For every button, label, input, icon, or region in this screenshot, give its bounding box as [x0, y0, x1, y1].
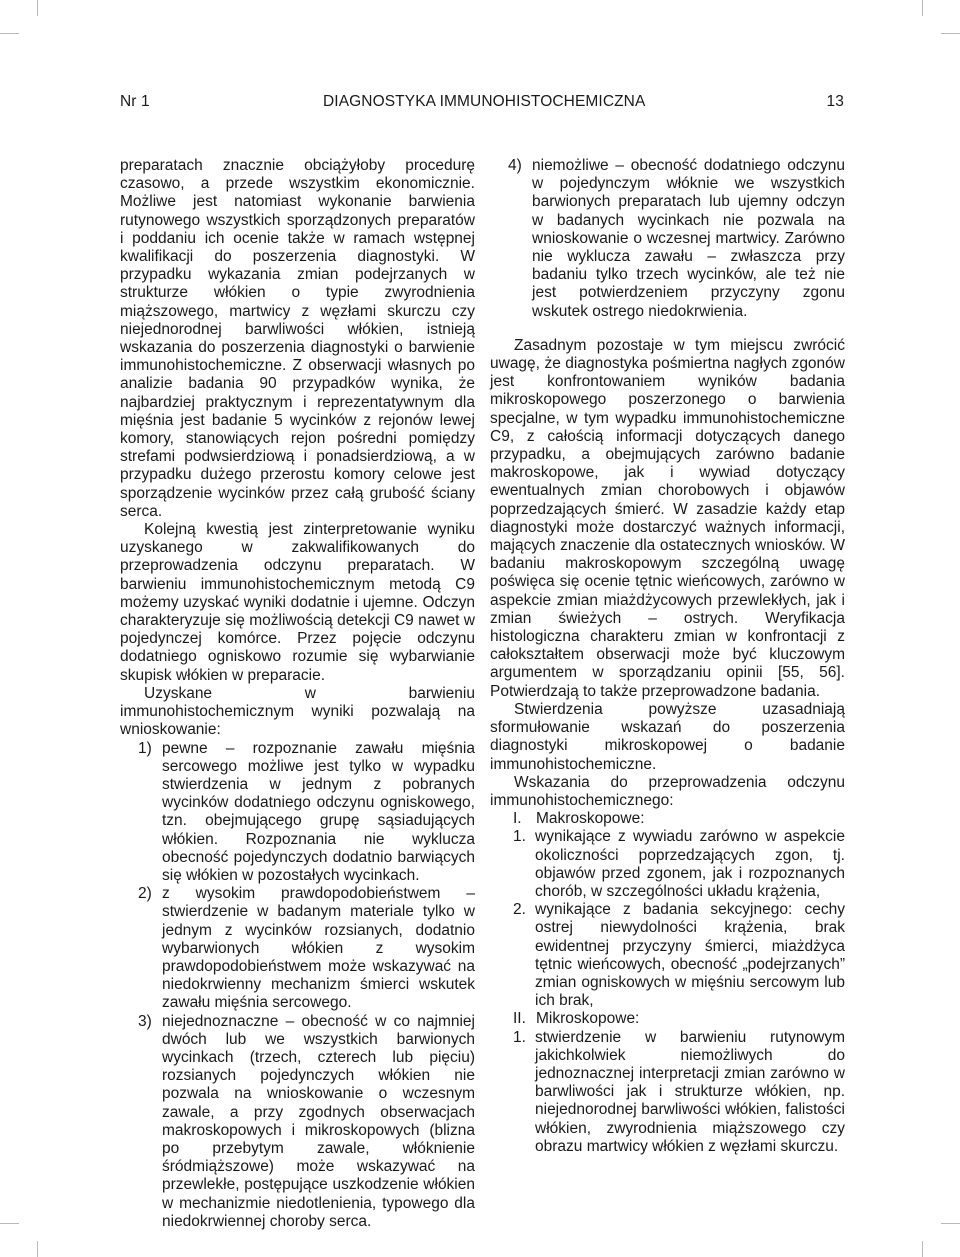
crop-mark [0, 1223, 19, 1224]
list-number: 3) [138, 1012, 152, 1030]
list-number: 4) [508, 157, 522, 174]
paragraph: Uzyskane w barwieniu immunohistochemicznym wyniki pozwalają na wnioskowanie: [120, 684, 475, 739]
list-item [490, 901, 845, 1010]
list-number: 2) [138, 885, 152, 903]
list-item [120, 885, 475, 1012]
journal-section-title: DIAGNOSTYKA IMMUNOHISTOCHEMICZNA [323, 93, 646, 110]
list-text: pewne – rozpoznanie zawału mięśnia sercowego możliwe jest tylko w wypadku stwierdzenia w jednym z pobranych wycinków dodatniego odczynu ogniskowego, tzn. obejmującego grupę sąsiadujących włókien. Rozpoznania nie wyklucza obecność pojedynczych dodatnio barwiących się włókien w pozostałych wycinkach. [162, 739, 475, 884]
list-number: 1. [513, 1028, 526, 1046]
list-number: 1. [513, 828, 526, 846]
section-number: I. [513, 810, 522, 828]
paragraph: Kolejną kwestią jest zinterpretowanie wyniku uzyskanego w zakwalifikowanych do przeprowadzenia odczynu preparatach. W barwieniu immunohistochemicznym metodą C9 możemy uzyskać wyniki dodatnie i ujemne. Odczyn charakteryzuje się możliwością detekcji C9 nawet w pojedynczej komórce. Przez pojęcie odczynu dodatniego ogniskowo rozumie się wybarwianie skupisk włókien w preparacie. [120, 521, 475, 684]
list-number: 1) [138, 739, 152, 757]
right-column [490, 157, 845, 1156]
list-item [490, 1029, 845, 1156]
list-text: wynikające z wywiadu zarówno w aspekcie okoliczności poprzedzających zgon, tj. objawów przed zgonem, jak i rozpoznanych chorób, w szczególności układu krążenia, [535, 828, 845, 900]
crop-mark [922, 0, 923, 16]
list-text: niejednoznaczne – obecność w co najmniej dwóch lub we wszystkich barwionych wycinkach (trzech, czterech lub pięciu) rozsianych pojedynczych włókien nie pozwala na wnioskowanie o wczesnym zawale, a przy zgodnych obserwacjach makroskopowych i mikroskopowych (blizna po przebytym zawale, włóknienie śródmiąższowe) może wskazywać na przewlekłe, postępujące uszkodzenie włókien w mechanizmie niedotlenienia, typowego dla niedokrwiennej choroby serca. [162, 1012, 475, 1230]
section-heading [490, 810, 845, 828]
list-item [120, 1013, 475, 1231]
page-number: 13 [826, 93, 844, 110]
crop-mark [37, 0, 38, 16]
crop-mark [941, 33, 960, 34]
crop-mark [922, 1241, 923, 1257]
list-number: 2. [513, 901, 526, 919]
crop-mark [941, 1223, 960, 1224]
crop-mark [37, 1241, 38, 1257]
paragraph: Wskazania do przeprowadzenia odczynu immunohistochemicznego: [490, 773, 845, 809]
list-text: z wysokim prawdopodobieństwem – stwierdzenie w badanym materiale tylko w jednym z wycinków rozsianych, dodatnio wybarwionych włókien z wysokim prawdopodobieństwem może wskazywać na niedokrwienny mechanizm śmierci wskutek zawału mięśnia sercowego. [162, 885, 475, 1012]
section-number: II. [513, 1010, 526, 1028]
list-item [490, 157, 845, 321]
crop-mark [0, 33, 19, 34]
section-title: Mikroskopowe: [536, 1010, 640, 1028]
paragraph: Stwierdzenia powyższe uzasadniają sformułowanie wskazań do poszerzenia diagnostyki mikroskopowej o badanie immunohistochemiczne. [490, 700, 845, 773]
list-item [120, 740, 475, 886]
list-text: stwierdzenie w barwieniu rutynowym jakichkolwiek niemożliwych do jednoznacznej interpretacji zmian zarówno w barwliwości jak i strukturze włókien, np. niejednorodnej barwliwości włókien, falistości włókien, zwyrodnienia miąższowego czy obrazu martwicy włókien z węzłami skurczu. [535, 1028, 845, 1155]
paragraph: Zasadnym pozostaje w tym miejscu zwrócić uwagę, że diagnostyka pośmiertna nagłych zgonów jest konfrontowaniem wyników badania mikroskopowego poszerzonego o barwienia specjalne, w tym wypadku immunohistochemiczne C9, z całością informacji dotyczących danego przypadku, a obejmujących zarówno badanie makroskopowe, jak i wywiad dotyczący ewentualnych zmian chorobowych i objawów poprzedzających śmierć. W zasadzie każdy etap diagnostyki może dostarczyć ważnych informacji, mających znaczenie dla ostatecznych wniosków. W badaniu makroskopowym szczególną uwagę poświęca się ocenie tętnic wieńcowych, zarówno w aspekcie zmian miażdżycowych przewlekłych, jak i zmian świeżych – ostrych. Weryfikacja histologiczna charakteru zmian w konfrontacji z całokształtem obserwacji może być kluczowym argumentem w sporządzaniu opinii [55, 56]. Potwierdzają to także przeprowadzone badania. [490, 336, 845, 700]
running-header [120, 93, 844, 115]
section-title: Makroskopowe: [536, 810, 645, 828]
left-column [120, 157, 475, 1231]
issue-number: Nr 1 [120, 93, 150, 110]
section-heading [490, 1010, 845, 1028]
list-text: wynikające z badania sekcyjnego: cechy ostrej niewydolności krążenia, brak ewidentnej przyczyny śmierci, miażdżyca tętnic wieńcowych, obecność „podejrzanych” zmian ogniskowych w mięśniu sercowym lub ich brak, [535, 901, 845, 1010]
list-text: niemożliwe – obecność dodatniego odczynu w pojedynczym włóknie we wszystkich barwionych preparatach lub ujemny odczyn w badanych wycinkach nie pozwala na wnioskowanie o wczesnej martwicy. Zarówno nie wyklucza zawału – zwłaszcza przy badaniu tylko trzech wycinków, ale też nie jest potwierdzeniem przyczyny zgonu wskutek ostrego niedokrwienia. [532, 157, 845, 320]
paragraph: preparatach znacznie obciążyłoby procedurę czasowo, a przede wszystkim ekonomicznie. Możliwe jest natomiast wykonanie barwienia rutynowego wszystkich sporządzonych preparatów i poddaniu ich ocenie także w ramach wstępnej kwalifikacji do poszerzenia diagnostyki. W przypadku wykazania zmian podejrzanych w strukturze włókien o typie zwyrodnienia miąższowego, martwicy z węzłami skurczu czy niejednorodnej barwliwości włókien, istnieją wskazania do poszerzenia diagnostyki o barwienie immunohistochemiczne. Z obserwacji własnych po analizie badania 90 przypadków wynika, że najbardziej praktycznym i reprezentatywnym dla mięśnia jest badanie 5 wycinków z rejonów lewej komory, stanowiących rejon pośredni pomiędzy strefami podwsierdziową i ponadsierdziową, a w przypadku dużego przerostu komory celowe jest sporządzenie wycinków przez całą grubość ściany serca. [120, 157, 475, 520]
list-item [490, 828, 845, 901]
